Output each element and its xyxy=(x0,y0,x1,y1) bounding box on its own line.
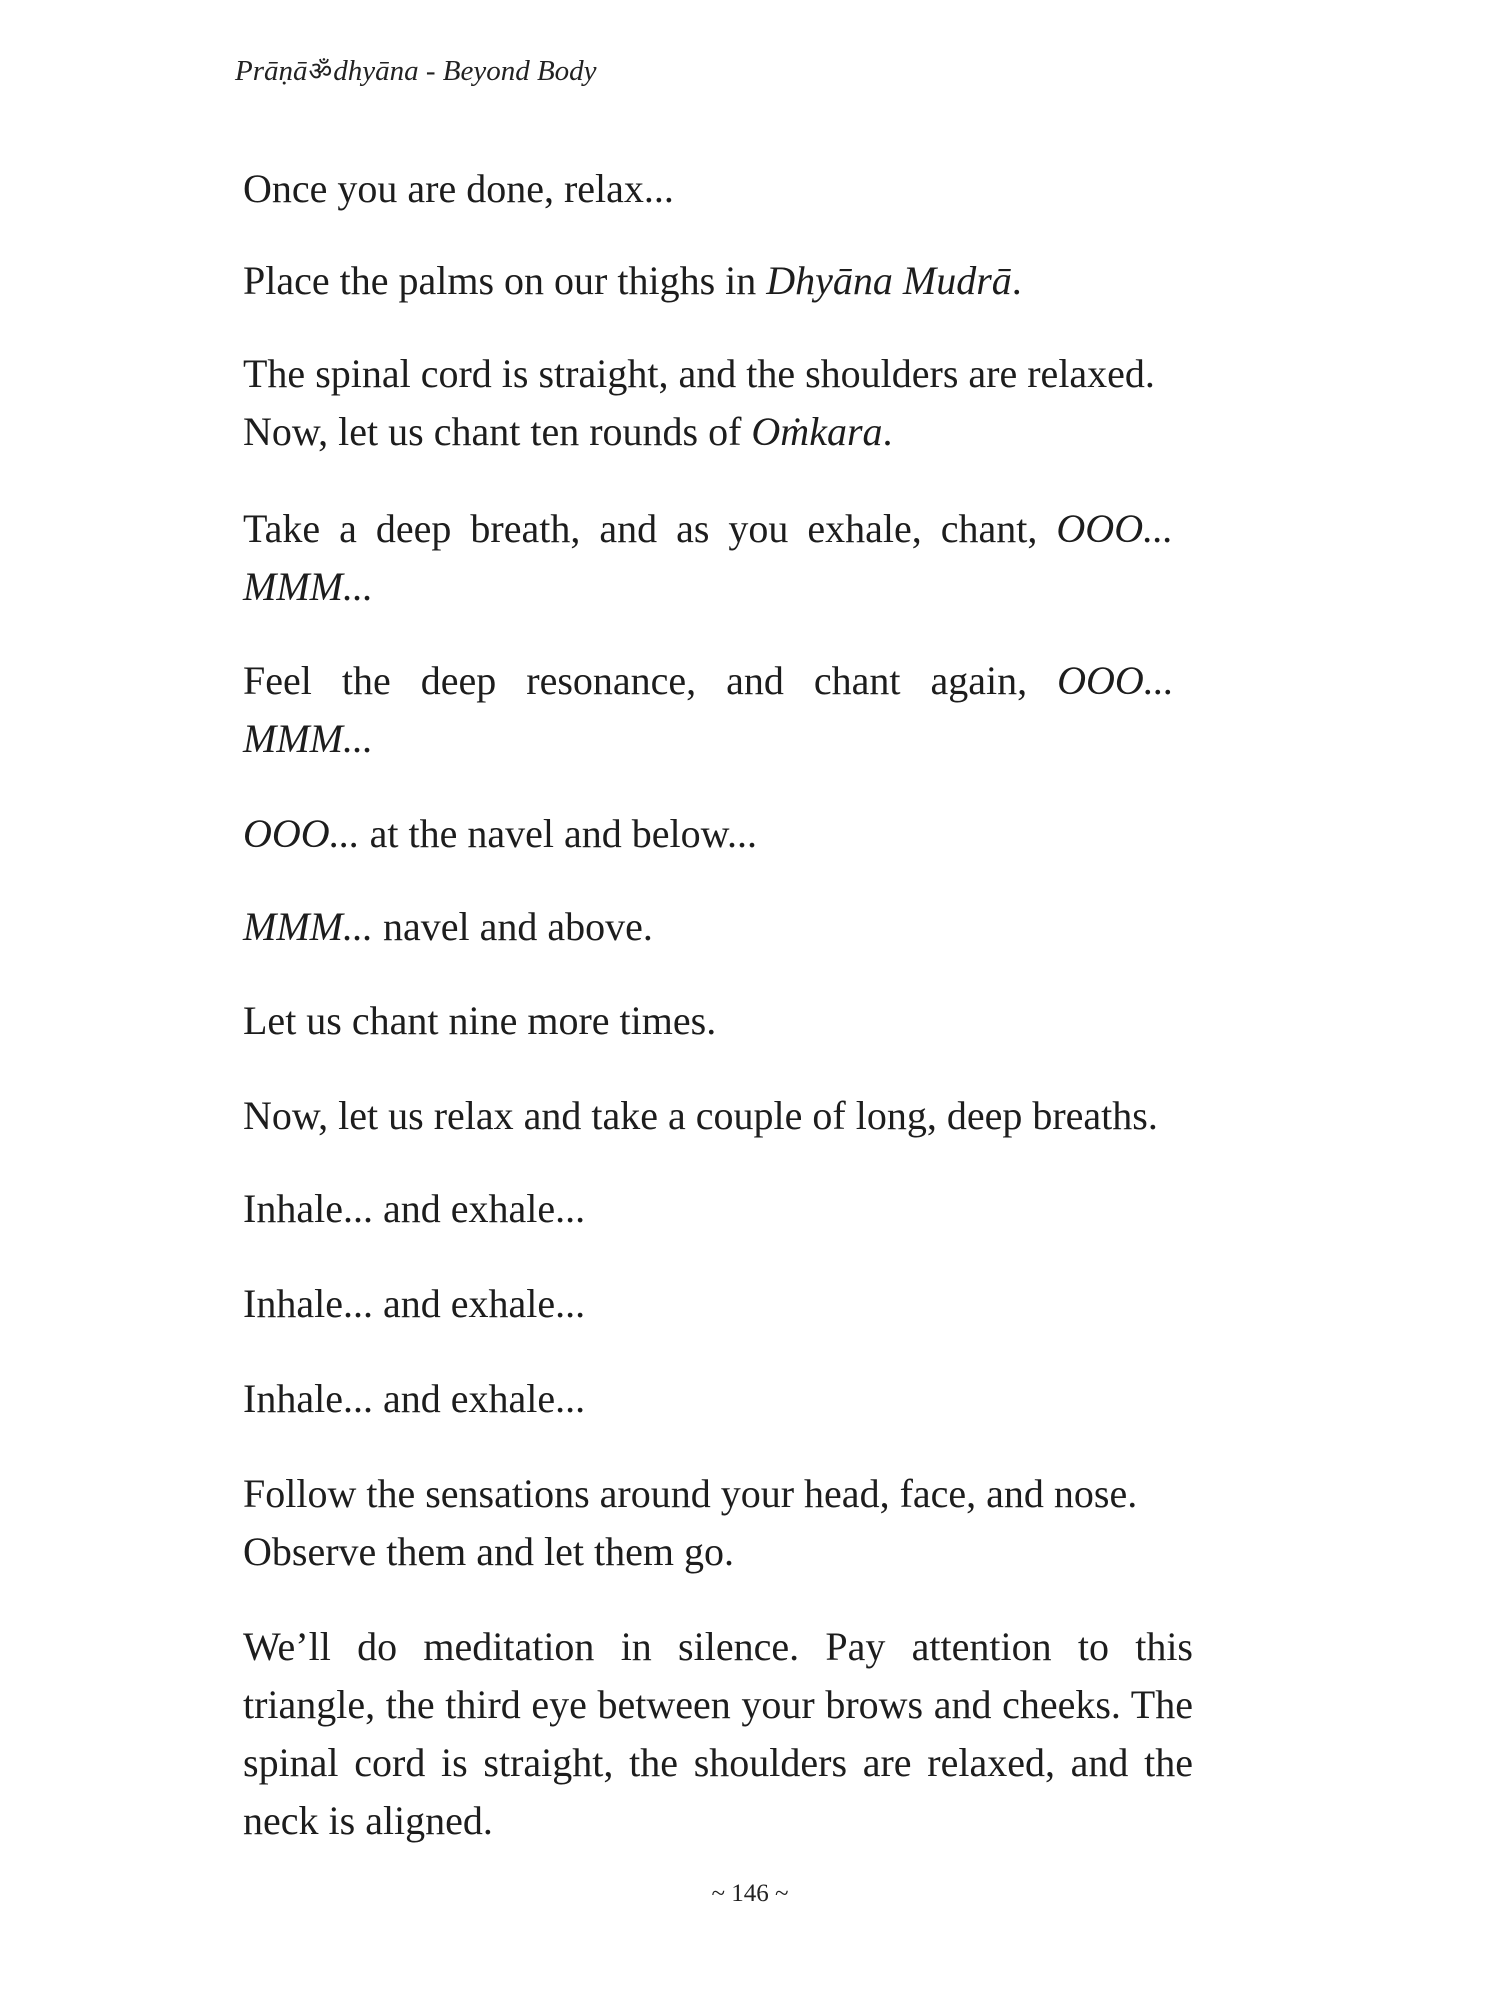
running-header xyxy=(235,52,597,88)
chant-ooo: OOO... xyxy=(1056,506,1174,551)
term-omkara: Oṁkara xyxy=(751,409,883,454)
paragraph-line: Follow the sensations around your head, face, and nose. xyxy=(243,1471,1138,1516)
paragraph-inhale-1: Inhale... and exhale... xyxy=(243,1186,586,1231)
paragraph-relax: Once you are done, relax... xyxy=(243,166,674,211)
paragraph-text: Now, let us chant ten rounds of xyxy=(243,409,752,454)
term-dhyana-mudra: Dhyāna Mudrā xyxy=(766,258,1012,303)
paragraph-text: . xyxy=(882,409,893,454)
paragraph-inhale-2: Inhale... and exhale... xyxy=(243,1281,586,1326)
paragraph-relax-breaths: Now, let us relax and take a couple of long, deep breaths. xyxy=(243,1093,1158,1138)
paragraph-text: . xyxy=(1011,258,1022,303)
om-symbol: ॐ xyxy=(308,57,333,86)
paragraph-navel-above xyxy=(243,898,1193,956)
paragraph-meditation: We’ll do meditation in silence. Pay attention to this triangle, the third eye between your brows and cheeks. The spinal cord is straight, the shoulders are relaxed, and the neck is aligned. xyxy=(243,1624,1193,1843)
paragraph-line: Observe them and let them go. xyxy=(243,1529,734,1574)
chant-mmm: MMM... xyxy=(243,904,373,949)
paragraph-line: The spinal cord is straight, and the shoulders are relaxed. xyxy=(243,351,1155,396)
paragraph-resonance xyxy=(243,652,1193,768)
paragraph-sensations xyxy=(243,1465,1193,1581)
paragraph-spinal-cord xyxy=(243,345,1193,461)
chant-ooo: OOO... xyxy=(243,811,360,856)
paragraph-text: Take a deep breath, and as you exhale, chant, xyxy=(243,506,1057,551)
paragraph-text: Place the palms on our thighs in xyxy=(243,258,767,303)
paragraph-inhale-3: Inhale... and exhale... xyxy=(243,1376,586,1421)
paragraph-text: Feel the deep resonance, and chant again, xyxy=(243,658,1058,703)
page-number: ~ 146 ~ xyxy=(711,1880,789,1907)
paragraph-text: at the navel and below... xyxy=(359,811,757,856)
chant-mmm: MMM... xyxy=(243,564,373,609)
paragraph-deep-breath xyxy=(243,500,1193,616)
header-suffix: dhyāna - Beyond Body xyxy=(333,55,597,87)
header-prefix: Prāṇā xyxy=(235,55,308,87)
chant-mmm: MMM... xyxy=(243,716,373,761)
paragraph-nine-more: Let us chant nine more times. xyxy=(243,998,717,1043)
paragraph-text: navel and above. xyxy=(372,904,653,949)
paragraph-palms xyxy=(243,252,1193,310)
paragraph-navel-below xyxy=(243,805,1193,863)
chant-ooo: OOO... xyxy=(1057,658,1174,703)
